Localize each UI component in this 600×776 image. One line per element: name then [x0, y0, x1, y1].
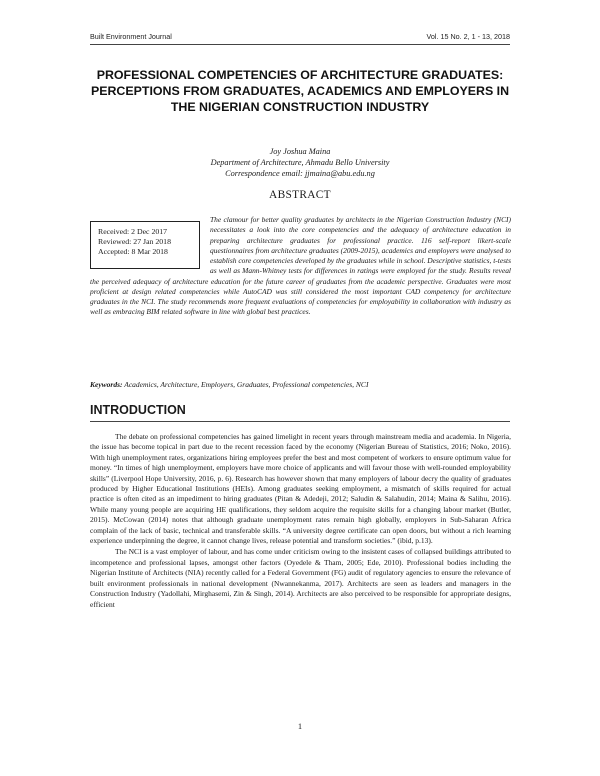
- correspondence-email: Correspondence email: jjmaina@abu.edu.ng: [225, 169, 375, 178]
- keywords: [90, 380, 510, 390]
- running-header: [90, 32, 510, 44]
- author-name: Joy Joshua Maina: [269, 147, 331, 156]
- volume-info: Vol. 15 No. 2, 1 - 13, 2018: [426, 32, 510, 41]
- keywords-label: Keywords:: [90, 380, 123, 389]
- header-rule: [90, 44, 510, 45]
- section-rule: [90, 421, 510, 422]
- dates-box: [90, 221, 200, 269]
- article-title: PROFESSIONAL COMPETENCIES OF ARCHITECTURE GRADUATES: PERCEPTIONS FROM GRADUATES, ACADEMICS AND EMPLOYERS IN THE NIGERIAN CONSTRUCTION INDUSTRY: [90, 68, 510, 114]
- abstract: [90, 215, 511, 318]
- paragraph: The debate on professional competencies has gained limelight in recent years through mainstream media and academia. In Nigeria, the issue has become topical in part due to the recent recession faced by the economy (Nigerian Bureau of Statistics, 2016; Noko, 2016). With high unemployment rates, organizations hiring employees prefer the best and most competent of workers to ensure optimum value for money. “In times of high unemployment, employers have more choice of applicants and will favour those with well-rounded employability skills” (Liverpool Hope University, 2016, p. 6). Research has however shown that many employers of labour decry the quality of graduates produced by Higher Educational Institutions (HEIs). Among graduates seeking employment, a mismatch of skills required for actual practice is often cited as an impediment to hiring graduates (Pitan & Adedeji, 2012; Saludin & Salahudin, 2014; Maina & Salihu, 2016). While many young people are acquiring HE qualifications, they seldom acquire the requisite skills for a changing labour market (Butler, 2015). McCowan (2014) notes that although graduate unemployment rates remain high globally, employers in Sub-Saharan Africa complain of the lack of basic, technical and transferable skills. “A university degree certificate can open doors, but without a rich learning experience underpinning the degree, it cannot change lives, release potential and transform societies.” (ibid, p.13).: [90, 432, 511, 546]
- keywords-text: Academics, Architecture, Employers, Graduates, Professional competencies, NCI: [124, 380, 369, 389]
- author-affiliation: Department of Architecture, Ahmadu Bello University: [210, 158, 390, 167]
- page-number: 1: [297, 721, 303, 731]
- author-block: [90, 146, 510, 179]
- abstract-text: The clamour for better quality graduates by architects in the Nigerian Construction Industry (NCI) necessitates a look into the core competencies and the adequacy of architecture education in preparing architecture graduates for professional practice. 116 self-report likert-scale questionnaires from architecture graduates (2009-2015), academics and employers were analysed to establish core competencies developed by the graduates while in school. Descriptive statistics, t-tests as well as Mann-Whitney tests for differences in ratings were employed for the study. Results reveal the perceived adequacy of architecture education for the future career of graduates from the academic perspective. Graduates were most proficient at design related competencies while AutoCAD was still considered the most important CAD competency for architecture graduates in the NCI. The study recommends more frequent evaluations of competencies for employability in collaboration with industry as well as embracing BIM related software in line with global best practices.: [90, 215, 511, 317]
- paragraph: The NCI is a vast employer of labour, and has come under criticism owing to the insistent cases of collapsed buildings attributed to incompetence and professional lapses, amongst other factors (Oyedele & Tham, 2005; Ede, 2010). Professional bodies including the Nigerian Institute of Architects (NIA) recently called for a Federal Government (FG) audit of regulatory agencies to ensure the relevance of built environment professionals in national development (Nwannekanma, 2017). Architects are seen as leaders and managers in the Construction Industry (Yadollahi, Mirghasemi, Zin & Singh, 2014). Architects are also perceived to be responsible for appropriate designs, efficient: [90, 547, 511, 609]
- accepted-date: Accepted: 8 Mar 2018: [98, 247, 168, 257]
- journal-name: Built Environment Journal: [90, 32, 172, 41]
- received-date: Received: 2 Dec 2017: [98, 227, 168, 236]
- reviewed-date: Reviewed: 27 Jan 2018: [98, 237, 171, 247]
- introduction-body: [90, 432, 511, 610]
- section-heading-introduction: INTRODUCTION: [90, 403, 186, 417]
- abstract-heading: ABSTRACT: [269, 189, 331, 201]
